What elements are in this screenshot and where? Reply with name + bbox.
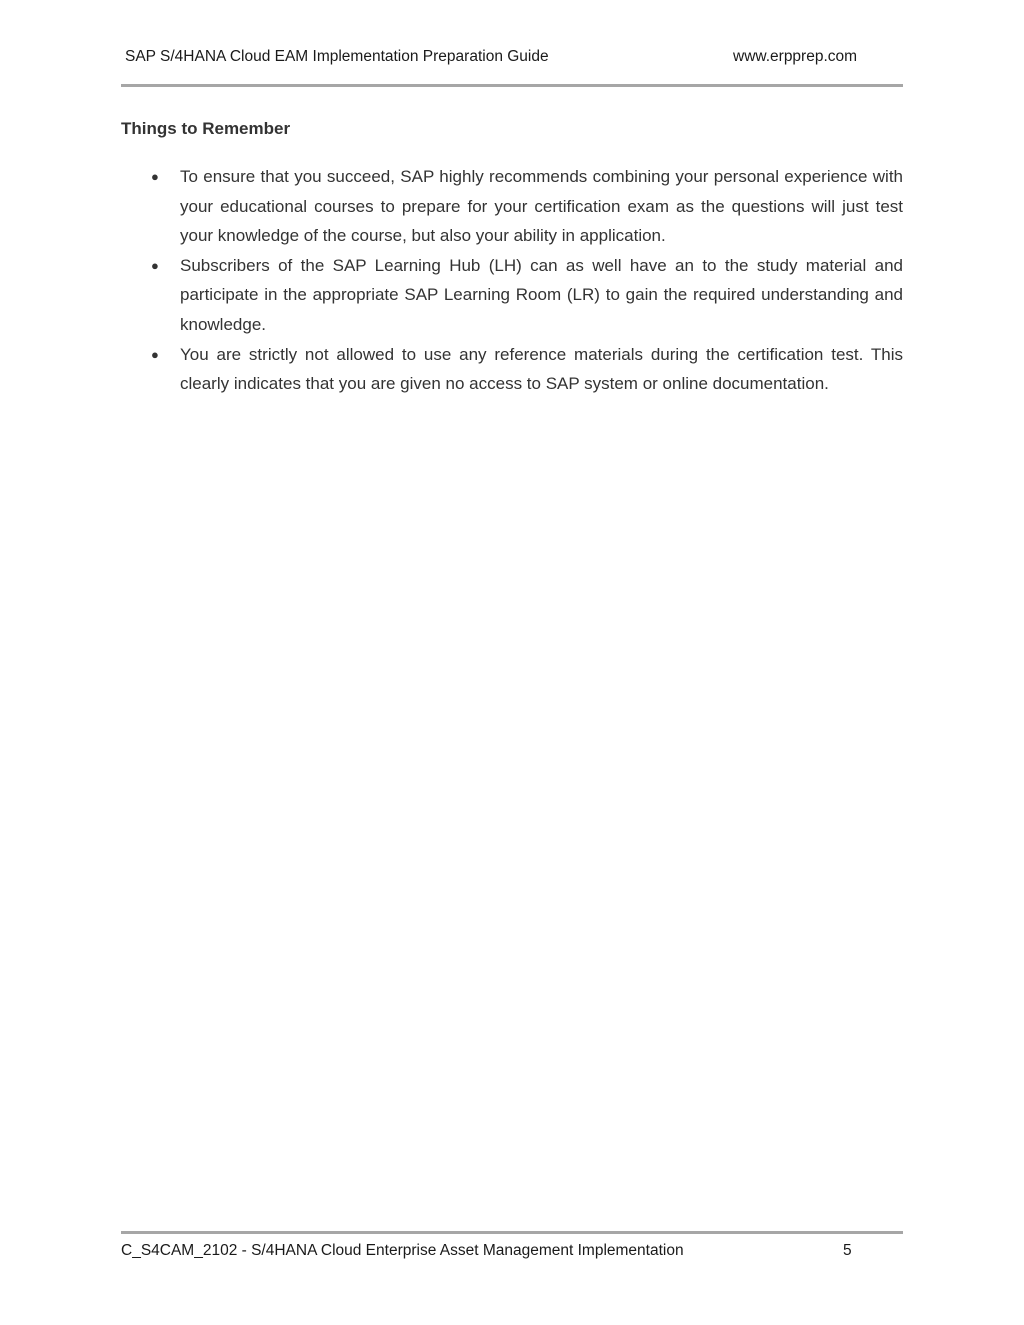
footer-divider <box>121 1231 903 1234</box>
bullet-list <box>151 162 903 399</box>
list-item <box>151 340 903 399</box>
section-heading: Things to Remember <box>121 119 291 138</box>
header-divider <box>121 84 903 87</box>
header-website: www.erpprep.com <box>733 48 858 65</box>
page-header <box>121 48 903 70</box>
list-item-text: To ensure that you succeed, SAP highly recommends combining your personal experience with your educational courses to prepare for your certification exam as the questions will just test your knowledge of the course, but also your ability in application. <box>180 167 903 246</box>
list-item-text: Subscribers of the SAP Learning Hub (LH) can as well have an to the study material and participate in the appropriate SAP Learning Room (LR) to gain the required understanding and knowledge. <box>180 255 903 334</box>
page-footer <box>121 1242 903 1264</box>
list-item <box>151 251 903 340</box>
page-number: 5 <box>843 1242 852 1259</box>
header-title: SAP S/4HANA Cloud EAM Implementation Preparation Guide <box>125 48 549 65</box>
footer-description: C_S4CAM_2102 - S/4HANA Cloud Enterprise Asset Management Implementation <box>121 1242 684 1259</box>
bullet-icon: ● <box>151 257 159 273</box>
list-item-text: You are strictly not allowed to use any reference materials during the certification test. This clearly indicates that you are given no access to SAP system or online documentation. <box>180 344 903 394</box>
list-item <box>151 162 903 251</box>
bullet-icon: ● <box>151 346 159 362</box>
bullet-icon: ● <box>151 169 159 184</box>
